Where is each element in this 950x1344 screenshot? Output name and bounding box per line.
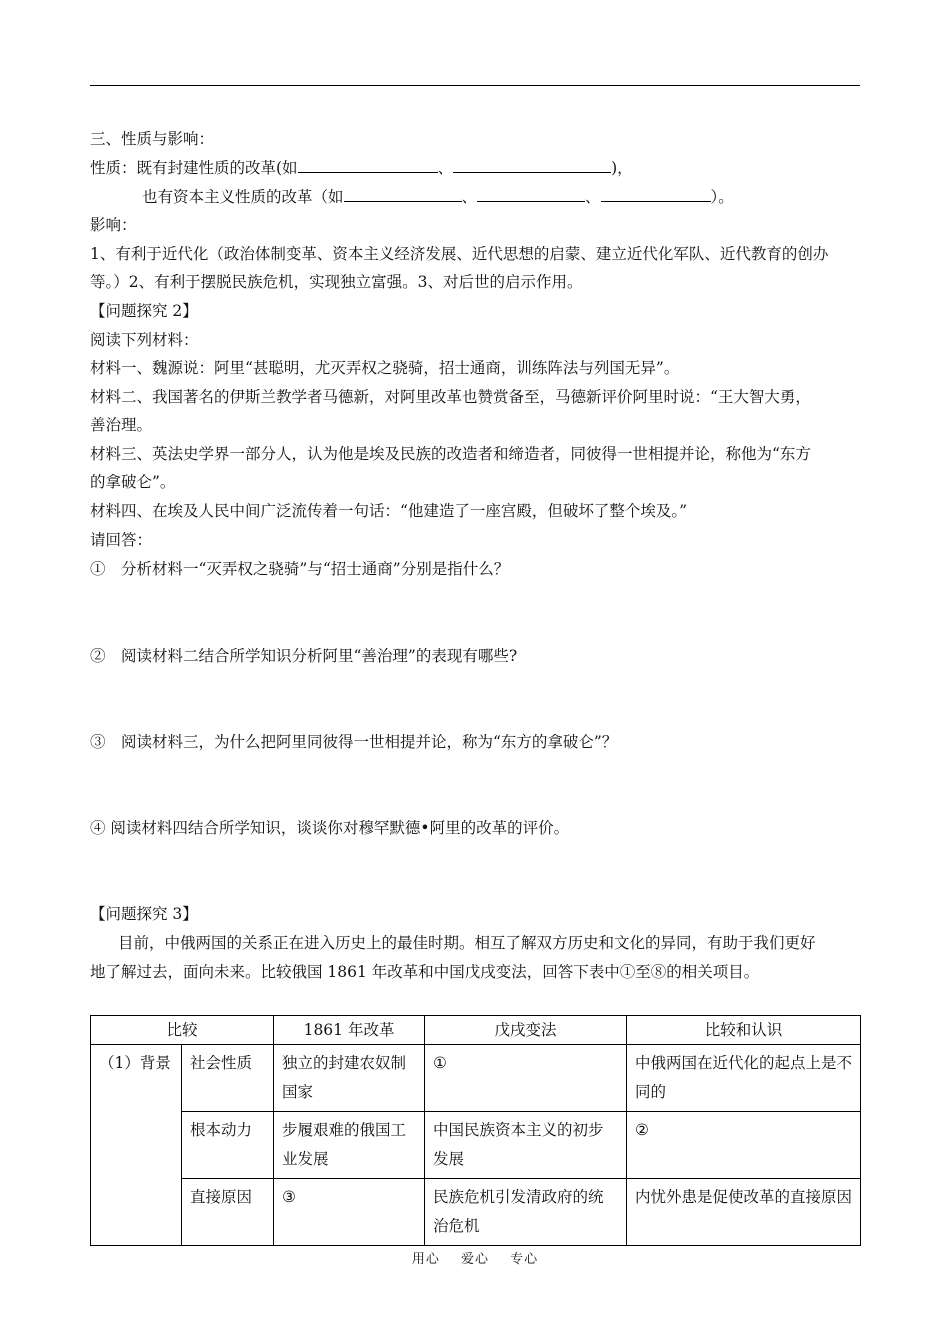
row-item: 社会性质 xyxy=(182,1045,274,1112)
material-1: 材料一、魏源说：阿里“甚聪明，尤灭弄权之骁骑，招士通商，训练阵法与列国无异”。 xyxy=(90,359,680,377)
china-cell: 中国民族资本主义的初步发展 xyxy=(425,1112,627,1179)
inquiry3-title: 【问题探究 3】 xyxy=(90,905,198,923)
nature-line2-suffix: ）。 xyxy=(710,188,734,206)
question-4: ④ 阅读材料四结合所学知识，谈谈你对穆罕默德•阿里的改革的评价。 xyxy=(90,819,570,837)
note-cell: 中俄两国在近代化的起点上是不同的 xyxy=(627,1045,861,1112)
influence-label: 影响： xyxy=(90,216,137,234)
row-item: 根本动力 xyxy=(182,1112,274,1179)
inquiry3-intro-1: 目前，中俄两国的关系正在进入历史上的最佳时期。相互了解双方历史和文化的异同，有助于我们更好 xyxy=(118,934,816,952)
group-label-background: （1）背景 xyxy=(91,1045,182,1246)
nature-line2-sep2: 、 xyxy=(585,188,601,206)
nature-line2-prefix: 也有资本主义性质的改革（如 xyxy=(142,188,344,206)
header-rule xyxy=(90,85,860,86)
note-cell: 内忧外患是促使改革的直接原因 xyxy=(627,1179,861,1246)
material-4: 材料四、在埃及人民中间广泛流传着一句话：“他建造了一座宫殿，但破坏了整个埃及。” xyxy=(90,502,688,520)
nature-line1-sep: 、 xyxy=(437,159,454,177)
table-header-row xyxy=(91,1016,861,1045)
question-1: ① 分析材料一“灭弄权之骁骑”与“招士通商”分别是指什么？ xyxy=(90,560,510,578)
nature-line-1 xyxy=(90,157,633,179)
comparison-table xyxy=(90,1015,861,1246)
answer-blank[interactable] xyxy=(477,187,585,202)
table-row xyxy=(91,1045,861,1112)
table-row xyxy=(91,1112,861,1179)
china-cell: 民族危机引发清政府的统治危机 xyxy=(425,1179,627,1246)
influence-text-1: 1、有利于近代化（政治体制变革、资本主义经济发展、近代思想的启蒙、建立近代化军队、近代教育的创办 xyxy=(90,245,829,263)
footer-word: 专心 xyxy=(510,1252,539,1267)
question-3: ③ 阅读材料三，为什么把阿里同彼得一世相提并论，称为“东方的拿破仑”？ xyxy=(90,733,618,751)
answer-blank[interactable] xyxy=(344,187,462,202)
nature-line-2 xyxy=(142,186,734,208)
russia-cell: 步履艰难的俄国工业发展 xyxy=(274,1112,425,1179)
header-1861-reform: 1861 年改革 xyxy=(274,1016,425,1045)
russia-cell: 独立的封建农奴制国家 xyxy=(274,1045,425,1112)
page-footer xyxy=(0,1248,950,1267)
nature-line1-suffix: )， xyxy=(611,159,633,177)
nature-line1-prefix: 性质：既有封建性质的改革(如 xyxy=(90,159,298,177)
answer-blank[interactable] xyxy=(453,158,611,173)
row-item: 直接原因 xyxy=(182,1179,274,1246)
footer-word: 用心 xyxy=(411,1252,440,1267)
material-3a: 材料三、英法史学界一部分人，认为他是埃及民族的改造者和缔造者，同彼得一世相提并论，称他为“东方 xyxy=(90,445,811,463)
inquiry3-intro-2: 地了解过去，面向未来。比较俄国 1861 年改革和中国戊戌变法，回答下表中①至⑧的相关项目。 xyxy=(90,963,760,981)
question-2: ② 阅读材料二结合所学知识分析阿里“善治理”的表现有哪些? xyxy=(90,647,518,665)
header-compare: 比较 xyxy=(91,1016,274,1045)
inquiry2-intro: 阅读下列材料： xyxy=(90,331,199,349)
inquiry2-title: 【问题探究 2】 xyxy=(90,302,198,320)
influence-text-2: 等。）2、有利于摆脱民族危机，实现独立富强。3、对后世的启示作用。 xyxy=(90,273,583,291)
section-title: 三、性质与影响： xyxy=(90,130,215,148)
nature-line2-sep1: 、 xyxy=(461,188,478,206)
table-row xyxy=(91,1179,861,1246)
header-wuxu-reform: 戊戌变法 xyxy=(425,1016,627,1045)
footer-word: 爱心 xyxy=(460,1252,489,1267)
china-cell[interactable]: ① xyxy=(425,1045,627,1112)
russia-cell[interactable]: ③ xyxy=(274,1179,425,1246)
header-comparison-note: 比较和认识 xyxy=(627,1016,861,1045)
answer-blank[interactable] xyxy=(601,187,711,202)
material-2b: 善治理。 xyxy=(90,416,153,434)
material-3b: 的拿破仑”。 xyxy=(90,473,176,491)
answer-blank[interactable] xyxy=(298,158,438,173)
material-2a: 材料二、我国著名的伊斯兰教学者马德新，对阿里改革也赞赏备至，马德新评价阿里时说：“王大智大勇， xyxy=(90,388,811,406)
answer-prompt: 请回答： xyxy=(90,531,153,549)
note-cell[interactable]: ② xyxy=(627,1112,861,1179)
